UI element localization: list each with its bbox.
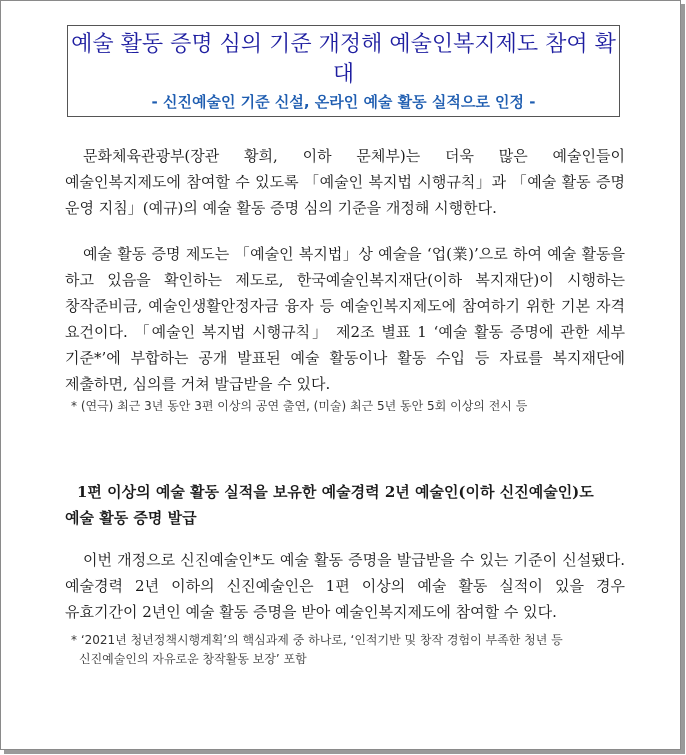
paragraph-3: 이번 개정으로 신진예술인*도 예술 활동 증명을 발급받을 수 있는 기준이 신설됐다. 예술경력 2년 이하의 신진예술인은 1편 이상의 예술 활동 실적이 있을 경우 유효기간이 2년인 예술 활동 증명을 받아 예술인복지제도에 참여할 수 있다. [65,551,625,621]
page-subtitle: - 신진예술인 기준 신설, 온라인 예술 활동 실적으로 인정 - [151,93,536,111]
section-heading-block [65,479,625,531]
paragraph-2: 예술 활동 증명 제도는 「예술인 복지법」상 예술을 ‘업(業)’으로 하여 예술 활동을 하고 있음을 확인하는 제도로, 한국예술인복지재단(이하 복지재단)이 시행하는 창작준비금, 예술인생활안정자금 융자 등 예술인복지제도에 참여하기 위한 기본 자격 요건이다. 「예술인 복지법 시행규칙」 제2조 별표 1 ‘예술 활동 증명에 관한 세부 기준*’에 부합하는 공개 발표된 예술 활동이나 활동 수입 등 자료를 복지재단에 제출하면, 심의를 거쳐 발급받을 수 있다. [65,245,625,393]
title-box [67,25,620,117]
footnote-2: * ‘2021년 청년정책시행계획’의 핵심과제 중 하나로, ‘인적기반 및 창작 경험이 부족한 청년 등 신진예술인의 자유로운 창작활동 보장’ 포함 [71,633,563,666]
paragraph-1-block [65,143,625,221]
paragraph-3-block [65,547,625,669]
paragraph-1: 문화체육관광부(장관 황희, 이하 문체부)는 더욱 많은 예술인들이 예술인복지제도에 참여할 수 있도록 「예술인 복지법 시행규칙」과 「예술 활동 증명 운영 지침」(예규)의 예술 활동 증명 심의 기준을 개정해 시행한다. [65,147,625,217]
page-title: 예술 활동 증명 심의 기준 개정해 예술인복지제도 참여 확대 [71,32,616,87]
paragraph-2-block [65,241,625,416]
footnote-1: * (연극) 최근 3년 동안 3편 이상의 공연 출연, (미술) 최근 5년 동안 5회 이상의 전시 등 [71,399,528,413]
section-heading: 1편 이상의 예술 활동 실적을 보유한 예술경력 2년 예술인(이하 신진예술인)도 예술 활동 증명 발급 [65,483,594,527]
